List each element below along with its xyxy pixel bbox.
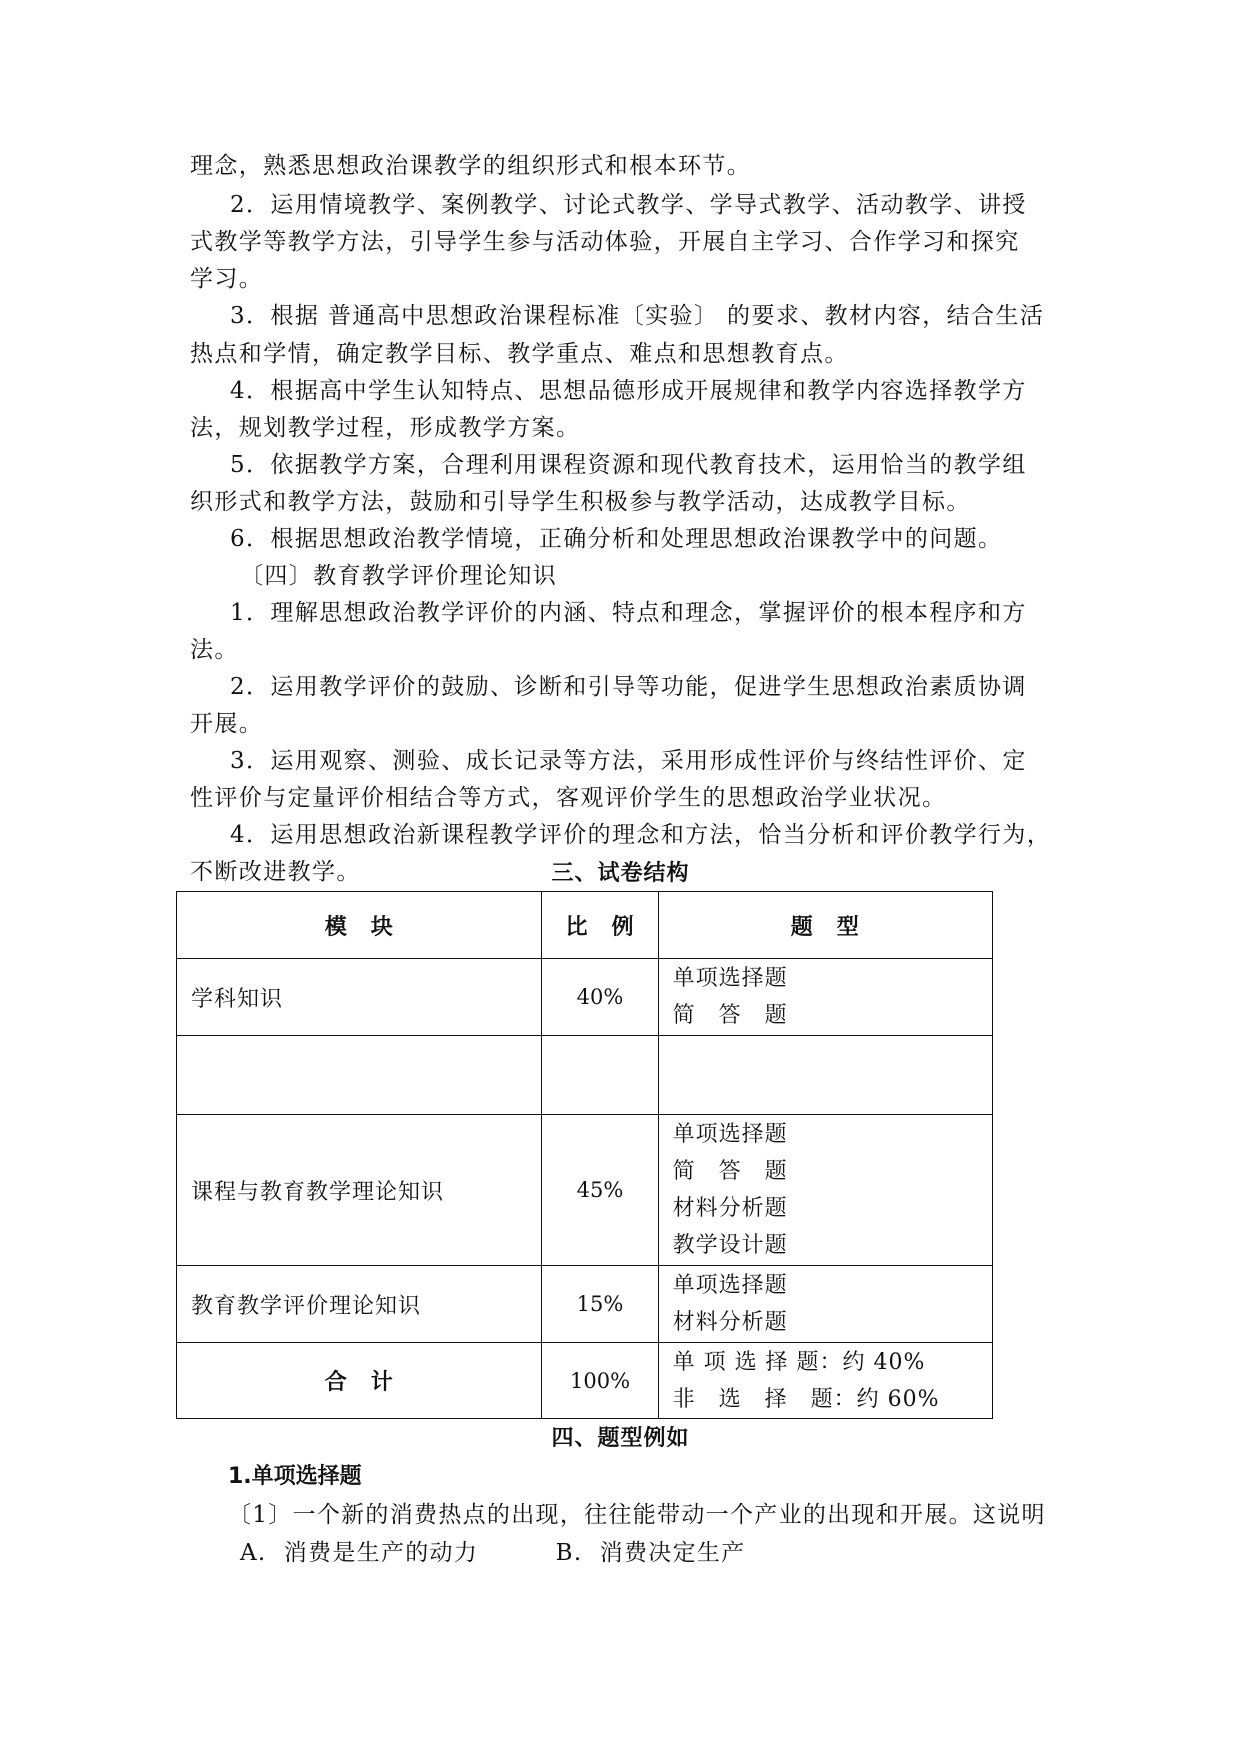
question-type: 材料分析题 — [672, 1196, 788, 1221]
ratio-cell: 40% — [542, 959, 658, 1036]
body-line: 理念，熟悉思想政治课教学的组织形式和根本环节。 — [190, 153, 752, 179]
body-line: 1．理解思想政治教学评价的内涵、特点和理念，掌握评价的根本程序和方 — [230, 600, 1027, 626]
module-cell: 课程与教育教学理论知识 — [177, 1115, 542, 1266]
body-line: 开展。 — [190, 711, 264, 737]
body-line: 式教学等教学方法，引导学生参与活动体验，开展自主学习、合作学习和探究 — [190, 229, 1020, 255]
body-line: 6．根据思想政治教学情境，正确分析和处理思想政治课教学中的问题。 — [230, 526, 1003, 552]
body-line: 4．根据高中学生认知特点、思想品德形成开展规律和教学内容选择教学方 — [230, 378, 1027, 404]
total-types-cell — [658, 1343, 992, 1419]
body-line: 不断改进教学。 — [190, 859, 361, 885]
exam-structure-table — [176, 891, 993, 1419]
ratio-cell: 15% — [542, 1266, 658, 1343]
body-line: 3．根据 普通高中思想政治课程标准〔实验〕 的要求、教材内容，结合生活 — [230, 303, 1045, 329]
body-line: 2．运用情境教学、案例教学、讨论式教学、学导式教学、活动教学、讲授 — [230, 192, 1027, 218]
question-type-summary: 非 选 择 题：约 60% — [672, 1386, 940, 1412]
section-title-exam-structure: 三、试卷结构 — [551, 861, 690, 886]
header-ratio: 比 例 — [542, 892, 658, 959]
module-cell: 教育教学评价理论知识 — [177, 1266, 542, 1343]
ratio-cell — [542, 1036, 658, 1115]
question-type-heading: 1.单项选择题 — [228, 1464, 362, 1489]
table-row — [177, 1266, 993, 1343]
types-cell — [658, 1036, 992, 1115]
body-line: 热点和学情，确定教学目标、教学重点、难点和思想教育点。 — [190, 341, 849, 367]
body-line: 性评价与定量评价相结合等方式，客观评价学生的思想政治学业状况。 — [190, 785, 947, 811]
question-type: 教学设计题 — [672, 1233, 788, 1258]
header-types: 题 型 — [658, 892, 992, 959]
subsection-heading: 〔四〕教育教学评价理论知识 — [240, 563, 558, 589]
question-type: 单项选择题 — [672, 1122, 788, 1147]
types-cell — [658, 1266, 992, 1343]
table-total-row — [177, 1343, 993, 1419]
question-type: 单项选择题 — [672, 966, 788, 991]
total-label-cell: 合 计 — [177, 1343, 542, 1419]
question-options: A. 消费是生产的动力 B. 消费决定生产 — [240, 1540, 746, 1566]
section-title-question-examples: 四、题型例如 — [551, 1426, 690, 1451]
body-line: 5．依据教学方案，合理利用课程资源和现代教育技术，运用恰当的教学组 — [230, 452, 1027, 478]
table-row — [177, 959, 993, 1036]
total-ratio-cell: 100% — [542, 1343, 658, 1419]
body-line: 法。 — [190, 637, 239, 663]
body-line: 学习。 — [190, 266, 264, 292]
body-line: 3．运用观察、测验、成长记录等方法，采用形成性评价与终结性评价、定 — [230, 748, 1027, 774]
body-line: 2．运用教学评价的鼓励、诊断和引导等功能，促进学生思想政治素质协调 — [230, 674, 1027, 700]
question-type: 单项选择题 — [672, 1273, 788, 1298]
ratio-cell: 45% — [542, 1115, 658, 1266]
question-type: 材料分析题 — [672, 1310, 788, 1335]
question-type-summary: 单 项 选 择 题：约 40% — [672, 1349, 926, 1375]
table-row — [177, 1115, 993, 1266]
types-cell — [658, 1115, 992, 1266]
module-cell: 学科知识 — [177, 959, 542, 1036]
module-cell — [177, 1036, 542, 1115]
header-module: 模 块 — [177, 892, 542, 959]
body-line: 织形式和教学方法，鼓励和引导学生积极参与教学活动，达成教学目标。 — [190, 489, 971, 515]
question-type: 简 答 题 — [672, 1159, 788, 1184]
question-stem: 〔1〕一个新的消费热点的出现，往往能带动一个产业的出现和开展。这说明 — [228, 1502, 1046, 1528]
question-type: 简 答 题 — [672, 1003, 788, 1028]
table-header-row — [177, 892, 993, 959]
table-row — [177, 1036, 993, 1115]
body-line: 法，规划教学过程，形成教学方案。 — [190, 415, 581, 441]
body-line: 4．运用思想政治新课程教学评价的理念和方法，恰当分析和评价教学行为， — [230, 822, 1052, 848]
types-cell — [658, 959, 992, 1036]
